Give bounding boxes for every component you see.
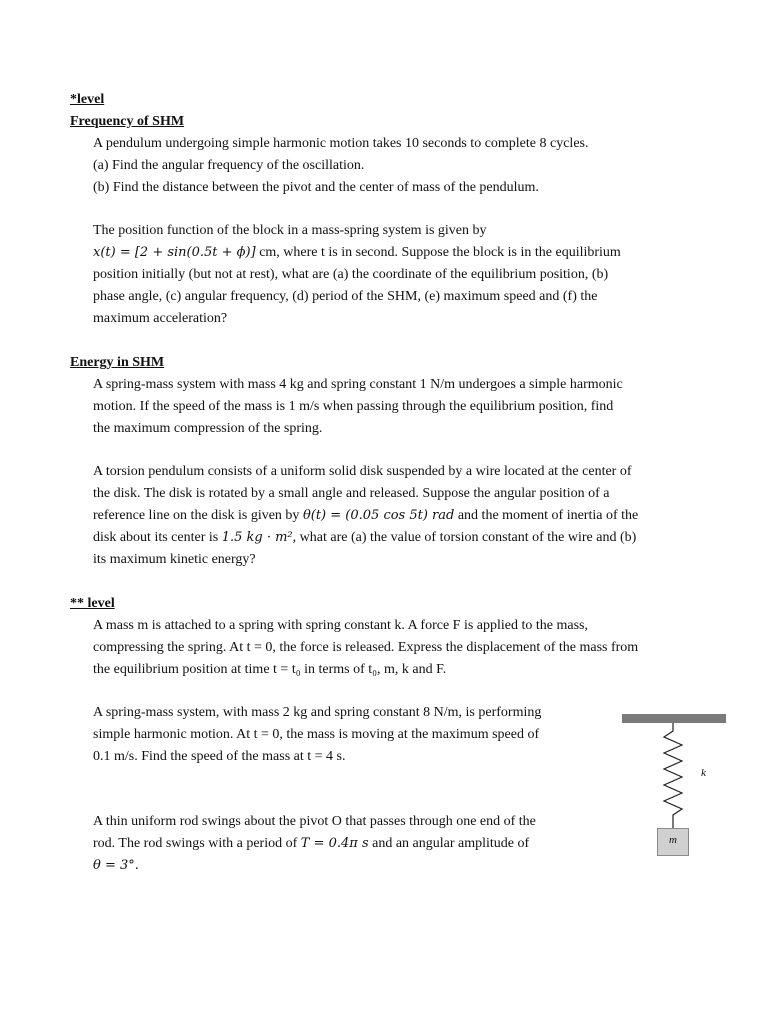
problem-5-line-2: compressing the spring. At t = 0, the force is released. Express the displacement of the mass from [93, 640, 639, 655]
period-equation: T = 0.4π s [300, 836, 369, 851]
problem-5-line-3: the equilibrium position at time t = t₀ in terms of t₀, m, k and F. [93, 662, 447, 677]
problem-6-line-3: 0.1 m/s. Find the speed of the mass at t = 4 s. [93, 749, 346, 764]
problem-2-line-3: position initially (but not at rest), what are (a) the coordinate of the equilibrium position, (b) [93, 267, 609, 282]
problem-2-line-1: The position function of the block in a mass-spring system is given by [93, 223, 487, 238]
level-2-heading: ** level [70, 596, 115, 611]
problem-4-line-3-b: and the moment of inertia of the [454, 508, 639, 523]
frequency-section-heading: Frequency of SHM [70, 114, 185, 129]
problem-4-line-2: the disk. The disk is rotated by a small angle and released. Suppose the angular position of a [93, 486, 610, 501]
problem-2-line-2-text: cm, where t is in second. Suppose the block is in the equilibrium [255, 245, 621, 260]
problem-7-line-2-a: rod. The rod swings with a period of [93, 836, 301, 851]
problem-3-line-3: the maximum compression of the spring. [93, 421, 323, 436]
problem-7-line-1: A thin uniform rod swings about the pivot O that passes through one end of the [93, 814, 536, 829]
problem-4-line-3 [93, 507, 638, 525]
spring-icon [660, 723, 690, 828]
ceiling-support [622, 714, 726, 723]
moment-of-inertia-value: 1.5 kg · m² [221, 530, 293, 545]
angular-amplitude-equation: θ = 3°. [93, 858, 139, 873]
problem-6-line-2: simple harmonic motion. At t = 0, the mass is moving at the maximum speed of [93, 727, 540, 742]
problem-6-line-1: A spring-mass system, with mass 2 kg and spring constant 8 N/m, is performing [93, 705, 542, 720]
problem-4-line-4-b: , what are (a) the value of torsion constant of the wire and (b) [292, 530, 637, 545]
energy-section-heading: Energy in SHM [70, 355, 165, 370]
problem-7-line-2-b: and an angular amplitude of [368, 836, 530, 851]
problem-2-line-2 [93, 244, 621, 262]
problem-1-line-1: A pendulum undergoing simple harmonic motion takes 10 seconds to complete 8 cycles. [93, 136, 589, 151]
angular-position-equation: θ(t) = (0.05 cos 5t) rad [302, 508, 455, 523]
problem-3-line-1: A spring-mass system with mass 4 kg and spring constant 1 N/m undergoes a simple harmonic [93, 377, 623, 392]
spring-constant-label: k [701, 767, 706, 779]
problem-4-line-4 [93, 529, 636, 547]
problem-4-line-3-a: reference line on the disk is given by [93, 508, 303, 523]
problem-4-line-5: its maximum kinetic energy? [93, 552, 256, 567]
problem-7-line-2 [93, 835, 529, 853]
problem-1-line-2: (a) Find the angular frequency of the oscillation. [93, 158, 365, 173]
problem-2-line-5: maximum acceleration? [93, 311, 228, 326]
position-function-equation: x(t) = [2 + sin(0.5t + ϕ)] [93, 245, 256, 260]
mass-label: m [669, 834, 677, 846]
problem-4-line-4-a: disk about its center is [93, 530, 222, 545]
problem-7-line-3 [93, 857, 139, 875]
problem-2-line-4: phase angle, (c) angular frequency, (d) period of the SHM, (e) maximum speed and (f) the [93, 289, 598, 304]
problem-3-line-2: motion. If the speed of the mass is 1 m/s when passing through the equilibrium position, find [93, 399, 614, 414]
problem-4-line-1: A torsion pendulum consists of a uniform solid disk suspended by a wire located at the center of [93, 464, 632, 479]
problem-1-line-3: (b) Find the distance between the pivot and the center of mass of the pendulum. [93, 180, 539, 195]
level-1-heading: *level [70, 92, 105, 107]
problem-5-line-1: A mass m is attached to a spring with spring constant k. A force F is applied to the mass, [93, 618, 588, 633]
